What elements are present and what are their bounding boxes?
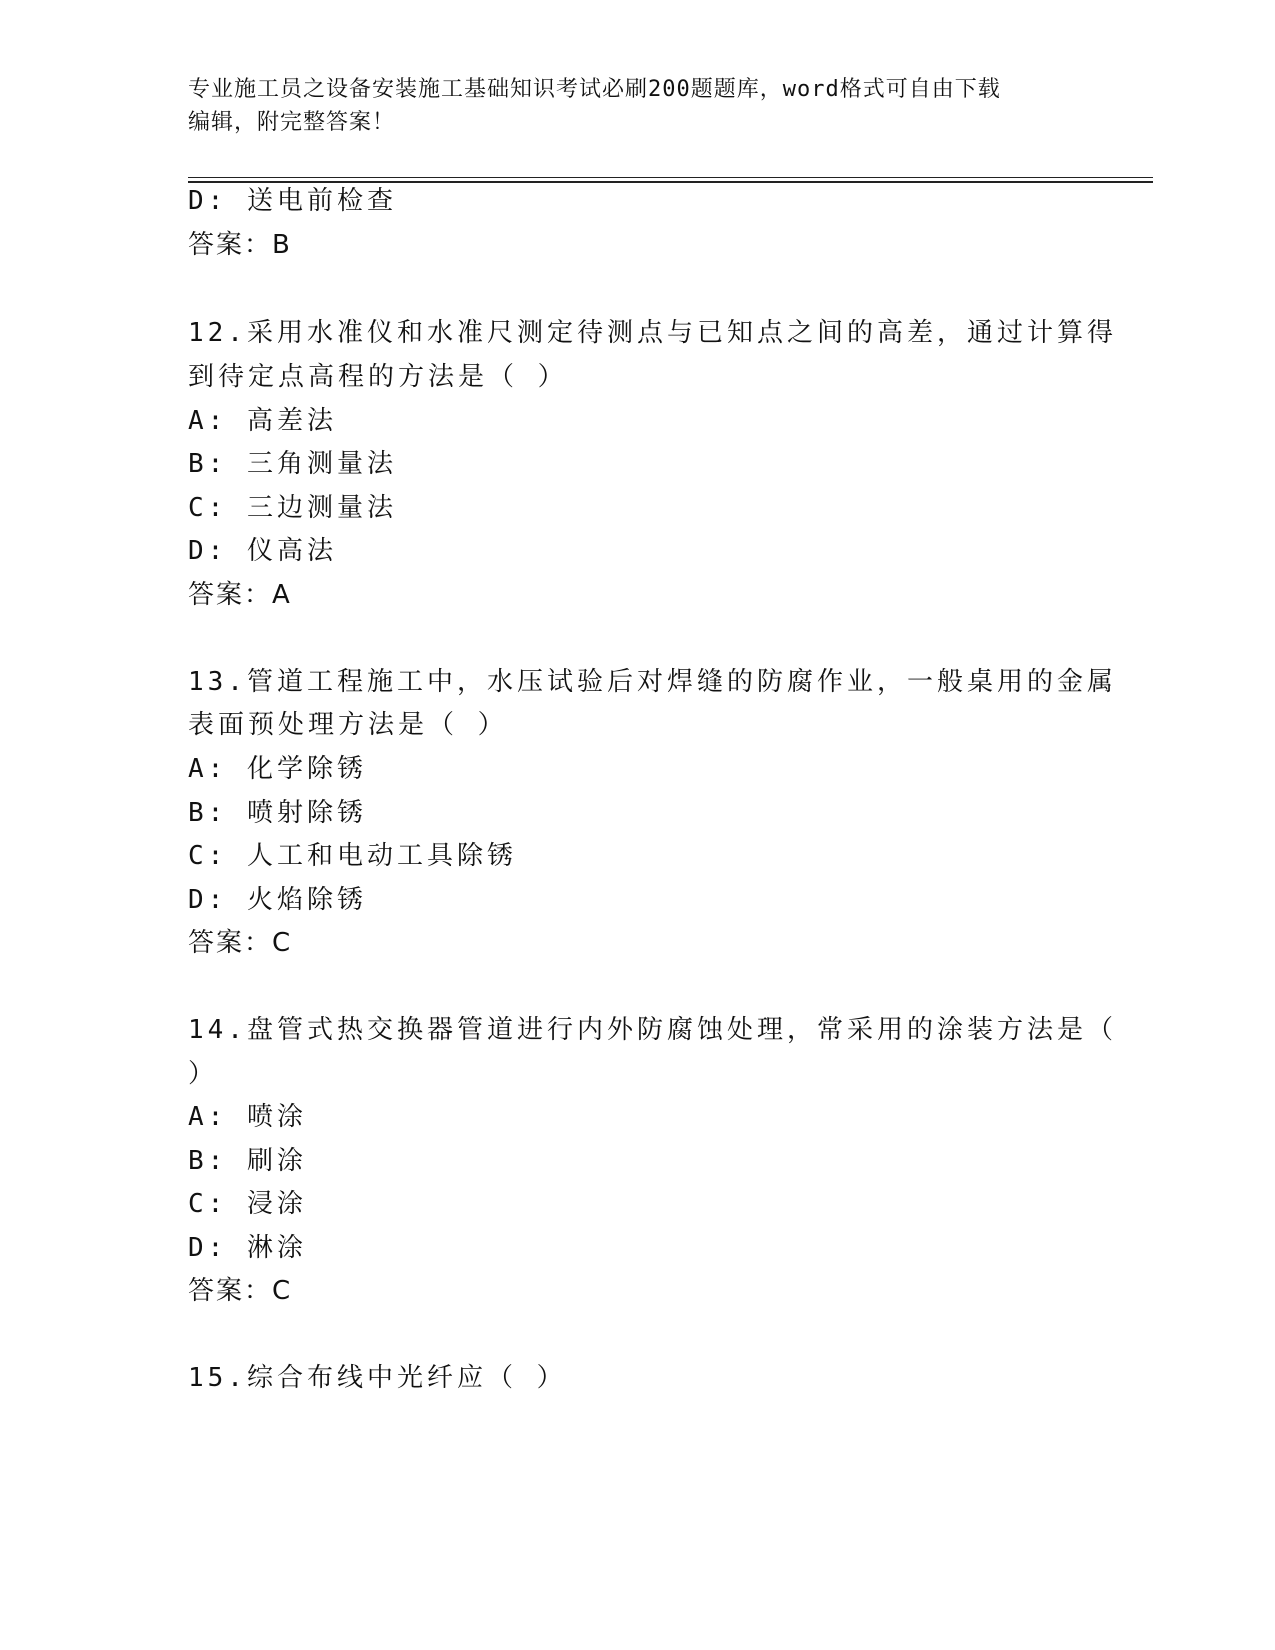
question-12-answer: 答案：A bbox=[188, 580, 292, 610]
document-header bbox=[188, 73, 1068, 139]
question-13-stem-line-1: 13.管道工程施工中，水压试验后对焊缝的防腐作业，一般桌用的金属 bbox=[188, 667, 1117, 697]
question-15-stem-line-1: 15.综合布线中光纤应（ ） bbox=[188, 1363, 567, 1393]
question-13-option-b: B: 喷射除锈 bbox=[188, 798, 367, 828]
question-13-stem-line-2: 表面预处理方法是（ ） bbox=[188, 710, 508, 740]
question-12-stem-line-2: 到待定点高程的方法是（ ） bbox=[188, 362, 568, 392]
question-12-option-a: A: 高差法 bbox=[188, 406, 337, 436]
question-12-option-c: C: 三边测量法 bbox=[188, 493, 397, 523]
header-divider-thick bbox=[188, 181, 1153, 183]
question-12-option-b: B: 三角测量法 bbox=[188, 449, 397, 479]
prev-answer: 答案：B bbox=[188, 230, 292, 260]
question-14-option-d: D: 淋涂 bbox=[188, 1233, 307, 1263]
question-13-option-c: C: 人工和电动工具除锈 bbox=[188, 841, 517, 871]
question-12-option-d: D: 仪高法 bbox=[188, 536, 337, 566]
question-14-stem-line-2: ） bbox=[188, 1059, 219, 1089]
question-14-answer: 答案：C bbox=[188, 1276, 293, 1306]
question-14-option-b: B: 刷涂 bbox=[188, 1146, 307, 1176]
header-title-line-2: 编辑，附完整答案！ bbox=[188, 110, 396, 135]
question-12-stem-line-1: 12.采用水准仪和水准尺测定待测点与已知点之间的高差，通过计算得 bbox=[188, 318, 1117, 348]
question-14-option-a: A: 喷涂 bbox=[188, 1102, 307, 1132]
question-14-stem-line-1: 14.盘管式热交换器管道进行内外防腐蚀处理，常采用的涂装方法是（ bbox=[188, 1015, 1117, 1045]
question-13-option-d: D: 火焰除锈 bbox=[188, 885, 367, 915]
prev-option-d: D: 送电前检查 bbox=[188, 186, 397, 216]
header-title-line-1: 专业施工员之设备安装施工基础知识考试必刷200题题库，word格式可自由下载 bbox=[188, 77, 1001, 102]
question-13-option-a: A: 化学除锈 bbox=[188, 754, 367, 784]
question-14-option-c: C: 浸涂 bbox=[188, 1189, 307, 1219]
question-13-answer: 答案：C bbox=[188, 928, 293, 958]
header-divider-thin bbox=[188, 177, 1153, 178]
